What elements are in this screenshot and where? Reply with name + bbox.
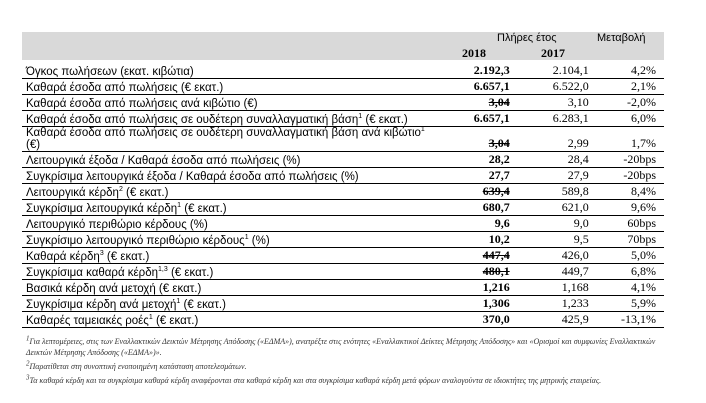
row-label: Συγκρίσιμα λειτουργικά κέρδη$^1$ (€ εκατ.) — [22, 200, 427, 216]
value-change: 6,8% — [589, 264, 664, 280]
value-change: 60bps — [589, 216, 664, 232]
row-label: Καθαρά έσοδα από πωλήσεις (€ εκατ.) — [22, 79, 427, 95]
footnote-number: 2 — [26, 359, 30, 368]
value-2017: 425,9 — [510, 312, 589, 328]
value-2017: 6.283,1 — [510, 111, 589, 127]
value-2017: 2,99 — [510, 127, 589, 152]
table-row — [22, 280, 664, 296]
row-label: Λειτουργικά κέρδη$^2$ (€ εκατ.) — [22, 184, 427, 200]
value-2017: 1,233 — [510, 296, 589, 312]
value-change: 9,6% — [589, 200, 664, 216]
footnote-ref: 1 — [244, 234, 249, 242]
value-change: 1,7% — [589, 127, 664, 152]
value-2018: 447,4 — [427, 248, 510, 264]
footnote-ref: 1 — [148, 314, 153, 322]
row-label: Συγκρίσιμα καθαρά κέρδη$^{1,3}$ (€ εκατ.) — [22, 264, 427, 280]
table-row — [22, 232, 664, 248]
value-2018: 6.657,1 — [427, 79, 510, 95]
row-label: Συγκρίσιμο λειτουργικό περιθώριο κέρδους$^1$ (%) — [22, 232, 427, 248]
value-2017: 621,0 — [510, 200, 589, 216]
value-2017: 1,168 — [510, 280, 589, 296]
value-change: 4,1% — [589, 280, 664, 296]
value-change: 8,4% — [589, 184, 664, 200]
table-body — [22, 63, 664, 328]
table-row — [22, 95, 664, 111]
value-change: -20bps — [589, 152, 664, 168]
row-label: Λειτουργικά έξοδα / Καθαρά έσοδα από πωλήσεις (%) — [22, 152, 427, 168]
value-change: 5,0% — [589, 248, 664, 264]
table-row — [22, 168, 664, 184]
value-2017: 27,9 — [510, 168, 589, 184]
value-2017: 9,0 — [510, 216, 589, 232]
footnote: $^1$Για λεπτομέρειες, στις των Εναλλακτικών Δεικτών Μέτρησης Απόδοσης («ΕΔΜΑ»), ανατρέξτε στις ενότητες «Εναλλακτικοί Δείκτες Μέτρησης Απόδοσης» και «Ορισμοί και συμφωνίες Εναλλακτικών Δεικτών Μέτρησης Απόδοσης («ΕΔΜΑ»)». — [26, 334, 656, 357]
footnote-ref: 1 — [420, 126, 425, 134]
footnote: $^2$Παρατίθεται στη συνοπτική ενοποιημένη κατάσταση αποτελεσμάτων. — [26, 359, 247, 371]
table-row — [22, 264, 664, 280]
value-2018: 680,7 — [427, 200, 510, 216]
row-label: Καθαρά κέρδη$^3$ (€ εκατ.) — [22, 248, 427, 264]
header-year-2017: 2017 — [541, 46, 565, 60]
value-2017: 589,8 — [510, 184, 589, 200]
value-change: 5,9% — [589, 296, 664, 312]
value-2018: 370,0 — [427, 312, 510, 328]
table-row — [22, 152, 664, 168]
table-row — [22, 111, 664, 127]
table-row — [22, 296, 664, 312]
value-change: 6,0% — [589, 111, 664, 127]
value-2018: 3,04 — [427, 127, 510, 152]
value-2018: 639,4 — [427, 184, 510, 200]
value-2018: 1,306 — [427, 296, 510, 312]
table-header-band — [22, 32, 664, 60]
value-2018: 3,04 — [427, 95, 510, 111]
footnote-ref: 2 — [118, 186, 123, 194]
value-2017: 2.104,1 — [510, 63, 589, 79]
row-label: Καθαρά έσοδα από πωλήσεις ανά κιβώτιο (€) — [22, 95, 427, 111]
value-2018: 6.657,1 — [427, 111, 510, 127]
header-full-year: Πλήρες έτος — [497, 32, 557, 44]
header-change: Μεταβολή — [597, 32, 646, 44]
value-2018: 10,2 — [427, 232, 510, 248]
footnote-ref: 1 — [358, 113, 363, 121]
row-label: Καθαρές ταμειακές ροές$^1$ (€ εκατ.) — [22, 312, 427, 328]
table-row — [22, 248, 664, 264]
footnote-number: 3 — [26, 373, 30, 382]
table-row — [22, 127, 664, 152]
financial-results-table — [22, 63, 664, 328]
footnote-ref: 1,3 — [158, 266, 168, 274]
row-label: Συγκρίσιμα κέρδη ανά μετοχή$^1$ (€ εκατ.) — [22, 296, 427, 312]
table-row — [22, 216, 664, 232]
footnote-number: 1 — [26, 334, 30, 343]
footnote-ref: 3 — [99, 250, 104, 258]
row-label: Καθαρά έσοδα από πωλήσεις σε ουδέτερη συναλλαγματική βάση$^1$ (€ εκατ.) — [22, 111, 427, 127]
value-2018: 2.192,3 — [427, 63, 510, 79]
footnotes — [26, 336, 666, 389]
table-row — [22, 184, 664, 200]
value-2018: 9,6 — [427, 216, 510, 232]
value-change: -20bps — [589, 168, 664, 184]
value-2018: 28,2 — [427, 152, 510, 168]
header-year-2018: 2018 — [462, 46, 486, 60]
value-change: 70bps — [589, 232, 664, 248]
table-row — [22, 63, 664, 79]
value-2017: 3,10 — [510, 95, 589, 111]
footnote-ref: 1 — [176, 298, 181, 306]
row-label: Συγκρίσιμα λειτουργικά έξοδα / Καθαρά έσοδα από πωλήσεις (%) — [22, 168, 427, 184]
row-label: Καθαρά έσοδα από πωλήσεις σε ουδέτερη συναλλαγματική βάση ανά κιβώτιο$^1$ (€) — [22, 127, 427, 152]
value-2018: 27,7 — [427, 168, 510, 184]
row-label: Όγκος πωλήσεων (εκατ. κιβώτια) — [22, 63, 427, 79]
footnote: $^3$Τα καθαρά κέρδη και τα συγκρίσιμα καθαρά κέρδη αναφέρονται στα καθαρά κέρδη και στα συγκρίσιμα καθαρά κέρδη μετά φόρων αναλογούντα σε ιδιοκτήτες της μητρικής εταιρείας. — [26, 373, 602, 385]
value-2018: 480,1 — [427, 264, 510, 280]
value-change: -2,0% — [589, 95, 664, 111]
value-2017: 9,5 — [510, 232, 589, 248]
value-2018: 1,216 — [427, 280, 510, 296]
value-change: 4,2% — [589, 63, 664, 79]
table-row — [22, 79, 664, 95]
value-2017: 6.522,0 — [510, 79, 589, 95]
value-2017: 426,0 — [510, 248, 589, 264]
table-row — [22, 200, 664, 216]
row-label: Βασικά κέρδη ανά μετοχή (€ εκατ.) — [22, 280, 427, 296]
footnote-ref: 1 — [177, 202, 182, 210]
value-2017: 449,7 — [510, 264, 589, 280]
value-2017: 28,4 — [510, 152, 589, 168]
table-row — [22, 312, 664, 328]
row-label: Λειτουργικό περιθώριο κέρδους (%) — [22, 216, 427, 232]
value-change: -13,1% — [589, 312, 664, 328]
value-change: 2,1% — [589, 79, 664, 95]
